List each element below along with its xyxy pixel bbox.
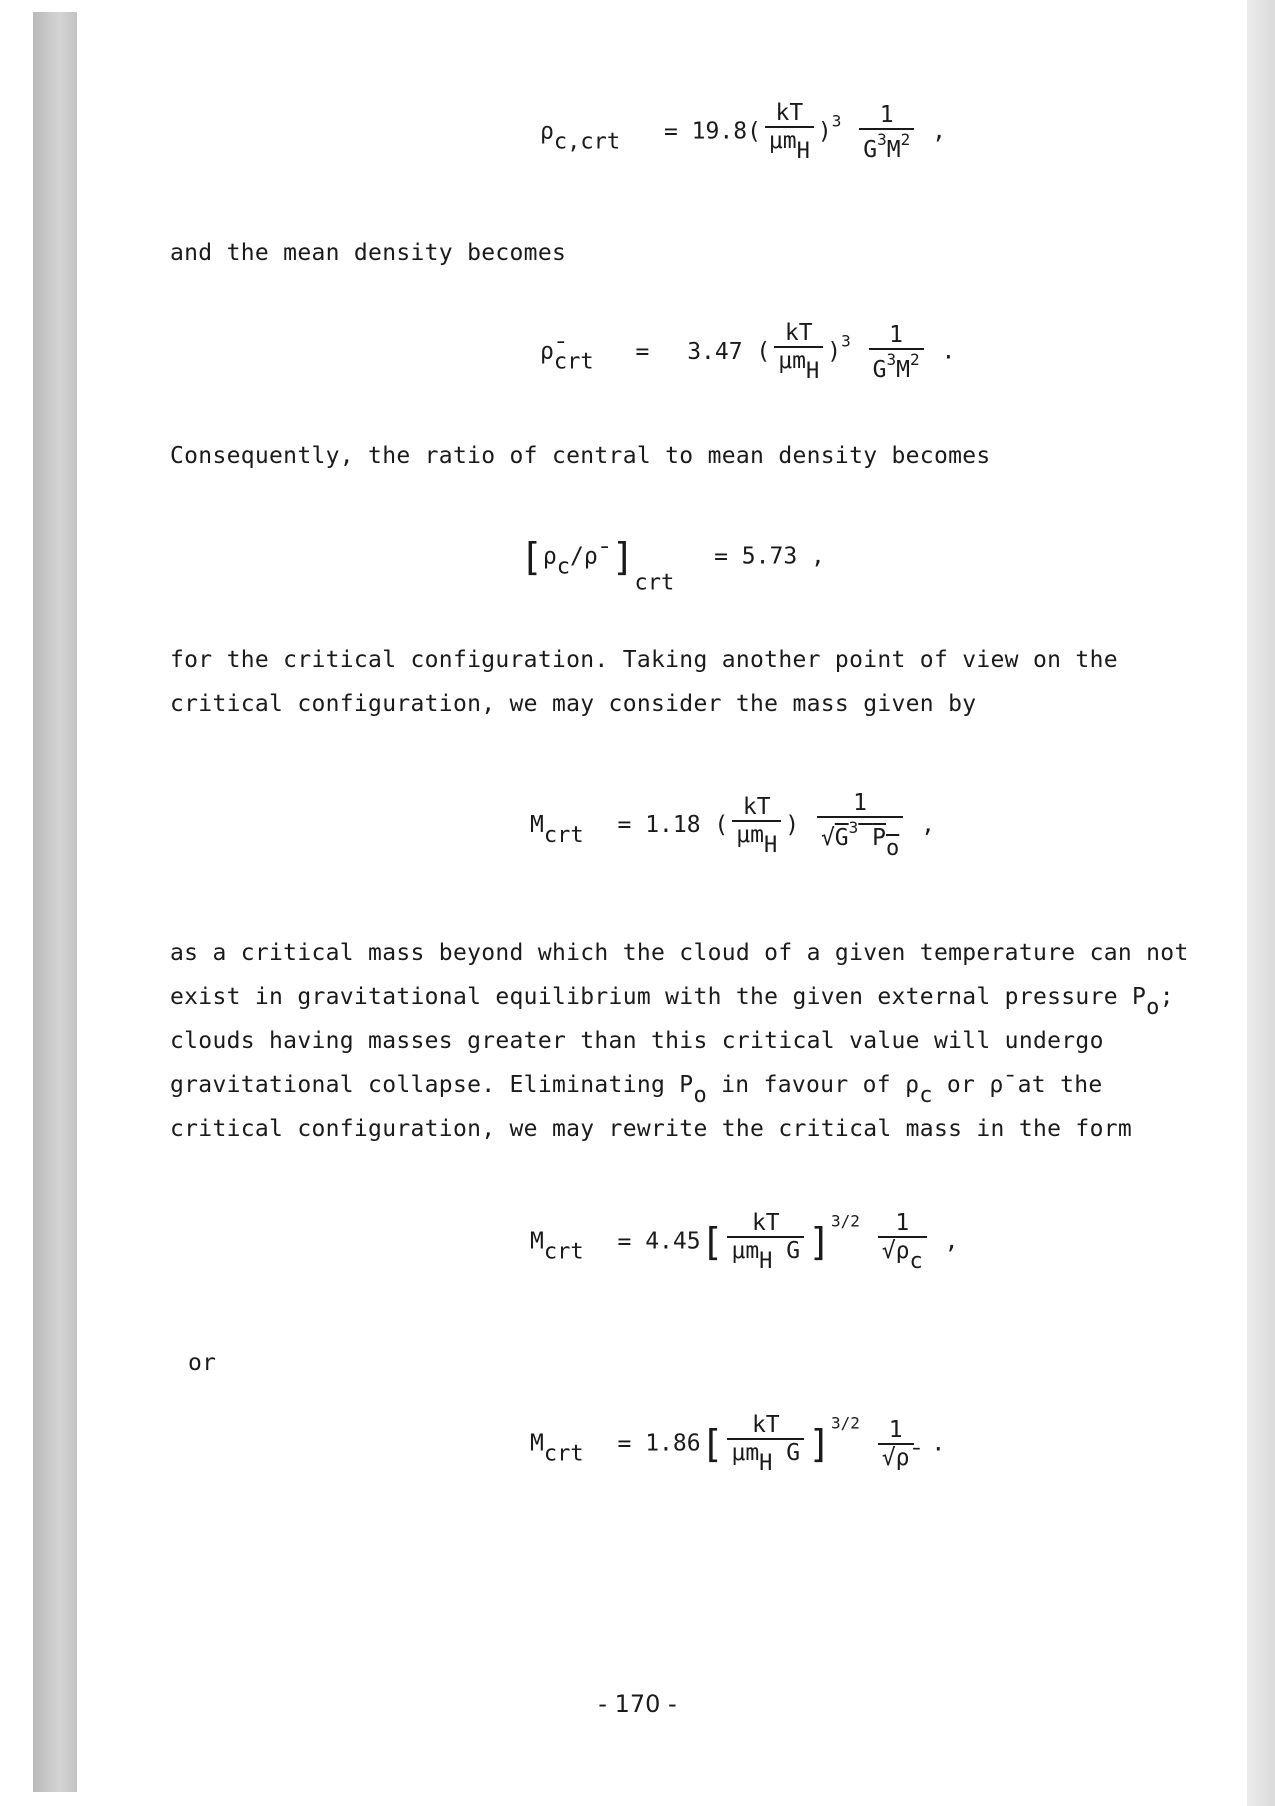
equation-central-density: $\rho_{c,crt} = 19.8$( $\frac{kT}{\mu m_H}$ )$^3$ $\frac{1}{G^3M^2}$ , <box>540 100 946 164</box>
word-or: or <box>188 1350 217 1376</box>
paragraph-ratio: Consequently, the ratio of central to mean density becomes <box>170 443 991 469</box>
page <box>78 0 1248 1806</box>
equation-critical-mass-central: $M_{crt} = 4.45$[ $\frac{kT}{\mu m_H G}$ ]$^{3/2}$ $\frac{1}{√\rho_c}$ , <box>530 1210 959 1274</box>
equation-critical-mass-mean: $M_{crt} = 1.86$[ $\frac{kT}{\mu m_H G}$ ]$^{3/2}$ $\frac{1}{√\rhō}$ . <box>530 1412 946 1476</box>
paragraph-critical-line2: critical configuration, we may consider the mass given by <box>170 691 977 717</box>
paragraph-mean-density: and the mean density becomes <box>170 240 567 266</box>
paragraph-mass-line3: clouds having masses greater than this critical value will undergo <box>170 1028 1104 1054</box>
paragraph-critical-line1: for the critical configuration. Taking another point of view on the <box>170 647 1118 673</box>
equation-mean-density: $\rhō_{crt} = 3.47$ ( $\frac{kT}{\mu m_H}$ )$^3$ $\frac{1}{G^3M^2}$ . <box>540 320 956 384</box>
equation-critical-mass-pressure: $M_{crt} = 1.18$ ( $\frac{kT}{\mu m_H}$ ) $\frac{1}{√G^3 P_o}$ , <box>530 790 935 861</box>
page-right-edge <box>1247 0 1275 1806</box>
book-spine-edge <box>33 12 77 1792</box>
paragraph-mass-line4: gravitational collapse. Eliminating $P_o$ in favour of $\rho_c$ or ρ̄ at the <box>170 1072 1103 1108</box>
paragraph-mass-line5: critical configuration, we may rewrite the critical mass in the form <box>170 1116 1133 1142</box>
paragraph-mass-line1: as a critical mass beyond which the cloud of a given temperature can not <box>170 940 1189 966</box>
paragraph-mass-line2: exist in gravitational equilibrium with the given external pressure $P_o$; <box>170 984 1174 1020</box>
equation-density-ratio: [$\rho_c/\rhō$ ]$_{crt} = 5.73$ , <box>520 535 825 596</box>
page-number: - 170 - <box>598 1690 677 1718</box>
